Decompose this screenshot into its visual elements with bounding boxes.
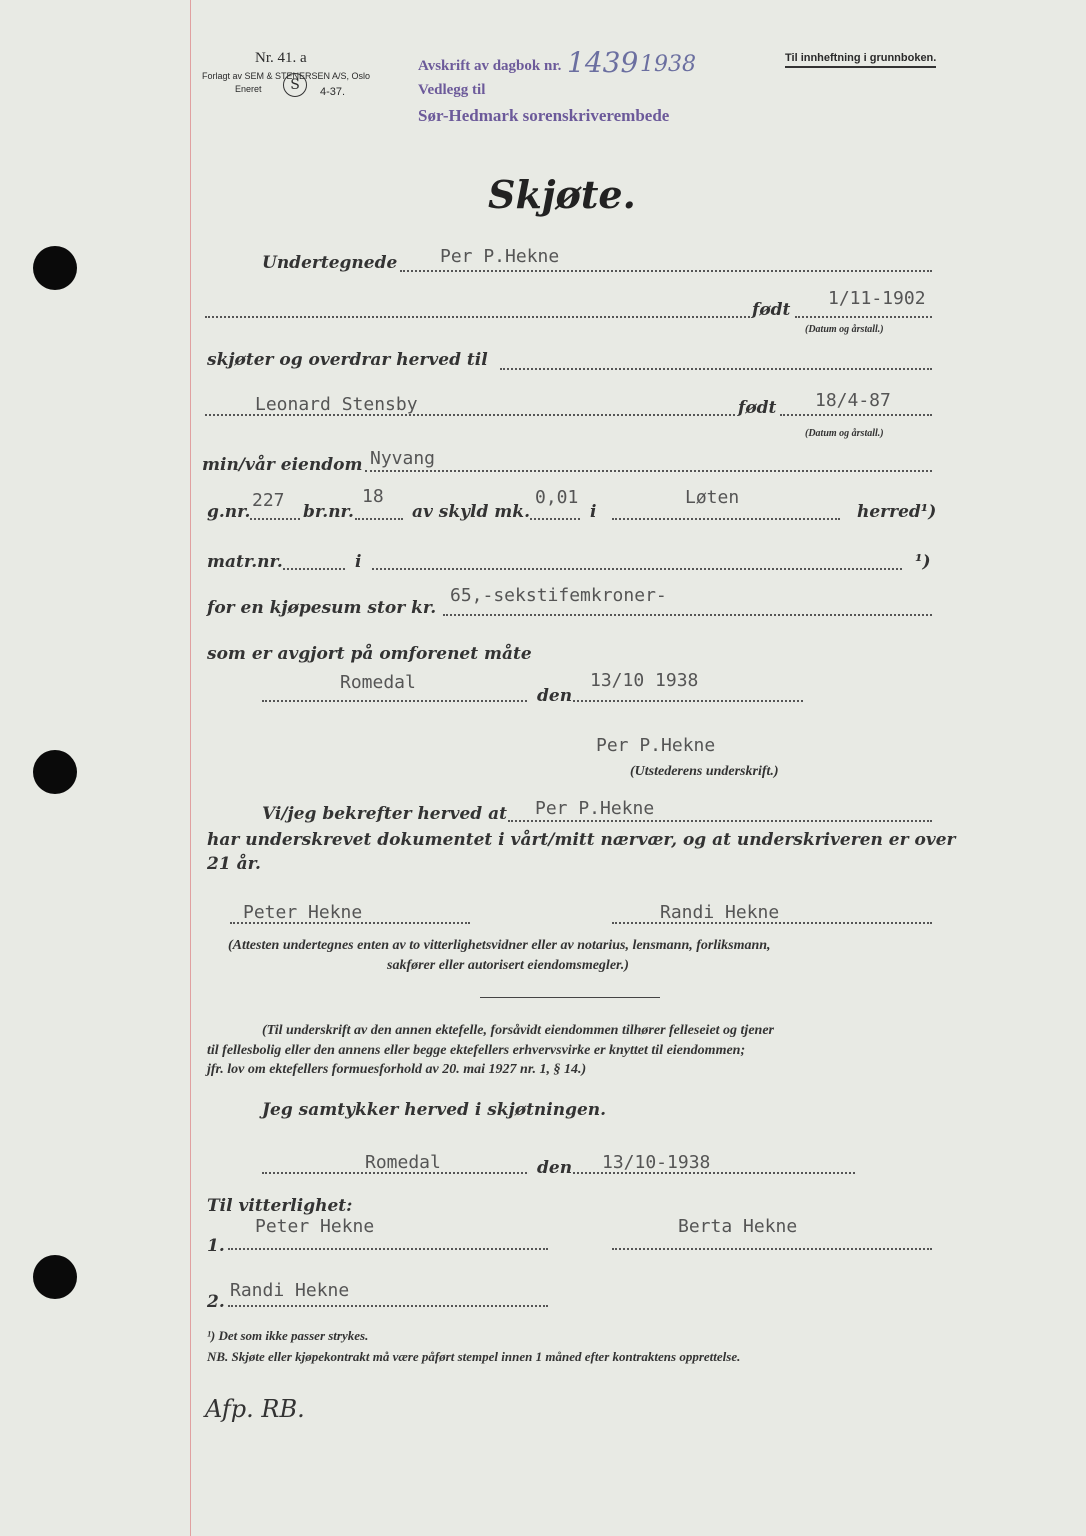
confirmed-name: Per P.Hekne xyxy=(535,798,655,819)
spouse-note: jfr. lov om ektefellers formuesforhold av 20. mai 1927 nr. 1, § 14.) xyxy=(207,1062,587,1077)
label-matr: matr.nr. xyxy=(207,552,283,572)
buyer-birthdate: 18/4-87 xyxy=(815,390,891,411)
seller-birthdate: 1/11-1902 xyxy=(828,288,926,309)
attest-note: (Attesten undertegnes enten av to vitterlighetsvidner eller av notarius, lensmann, forliksmann, xyxy=(228,938,771,953)
witness-number: 1. xyxy=(207,1236,225,1256)
label-fodt: født xyxy=(752,300,791,320)
publisher-logo-icon: S xyxy=(283,73,307,97)
punch-hole xyxy=(33,1255,77,1299)
dotted-line xyxy=(262,700,527,702)
dotted-line xyxy=(250,518,300,520)
dotted-line xyxy=(508,820,932,822)
place-2: Romedal xyxy=(365,1152,441,1173)
dotted-line xyxy=(365,470,932,472)
kjopesum-value: 65,-sekstifemkroner- xyxy=(450,585,667,606)
dotted-line xyxy=(372,568,902,570)
property-name: Nyvang xyxy=(370,448,436,469)
dotted-line xyxy=(228,1305,548,1307)
stamp-line2: Vedlegg til xyxy=(418,82,486,98)
label-skyld: av skyld mk. xyxy=(412,502,530,522)
attest-note: sakfører eller autorisert eiendomsmegler.) xyxy=(387,958,629,973)
witness-2-signature: Randi Hekne xyxy=(660,902,780,923)
issuer-signature: Per P.Hekne xyxy=(596,735,716,756)
datum-caption: (Datum og årstall.) xyxy=(805,324,884,335)
footnote: NB. Skjøte eller kjøpekontrakt må være påført stempel innen 1 måned efter kontraktens opprettelse. xyxy=(207,1349,741,1364)
dotted-line xyxy=(612,1248,932,1250)
label-den: den xyxy=(537,686,573,706)
datum-caption: (Datum og årstall.) xyxy=(805,428,884,439)
label-eiendom: min/vår eiendom xyxy=(202,455,363,475)
herred-value: Løten xyxy=(685,487,740,508)
grunnbok-note: Til innheftning i grunnboken. xyxy=(785,52,936,68)
dotted-line xyxy=(612,518,840,520)
dotted-line xyxy=(355,518,403,520)
dotted-line xyxy=(530,518,580,520)
label-overdrar: skjøter og overdrar herved til xyxy=(207,350,488,370)
dotted-line xyxy=(780,414,932,416)
consent-text: Jeg samtykker herved i skjøtningen. xyxy=(262,1100,607,1120)
label-kjopesum: for en kjøpesum stor kr. xyxy=(207,598,437,618)
label-avgjort: som er avgjort på omforenet måte xyxy=(207,644,532,664)
label-i: i xyxy=(355,552,362,572)
final-witness-1: Peter Hekne xyxy=(255,1216,375,1237)
label-herred: herred¹) xyxy=(857,502,937,522)
label-brnr: br.nr. xyxy=(303,502,354,522)
witness-1-signature: Peter Hekne xyxy=(243,902,363,923)
gnr-value: 227 xyxy=(252,490,285,511)
witness-number: 2. xyxy=(207,1292,225,1312)
label-undertegnede: Undertegnede xyxy=(262,253,398,273)
eneret: Eneret xyxy=(235,84,262,94)
dotted-line xyxy=(795,316,932,318)
form-number: Nr. 41. a xyxy=(255,50,307,66)
date-2: 13/10-1938 xyxy=(602,1152,711,1173)
signature-caption: (Utstederens underskrift.) xyxy=(630,764,779,779)
final-witness-2: Randi Hekne xyxy=(230,1280,350,1301)
footnote: ¹) Det som ikke passer strykes. xyxy=(207,1328,369,1343)
label-fodt: født xyxy=(738,398,777,418)
spouse-signature: Berta Hekne xyxy=(678,1216,798,1237)
punch-hole xyxy=(33,246,77,290)
label-i: i xyxy=(590,502,597,522)
stamp-office: Sør-Hedmark sorenskriverembede xyxy=(418,106,670,125)
handwritten-initials: Afp. RB. xyxy=(205,1395,305,1423)
dotted-line xyxy=(205,316,750,318)
seller-name: Per P.Hekne xyxy=(440,246,560,267)
label-vitterlighet: Til vitterlighet: xyxy=(207,1196,353,1216)
confirm-text: 21 år. xyxy=(207,854,261,874)
dotted-line xyxy=(228,1248,548,1250)
stamp-line1: Avskrift av dagbok nr. xyxy=(418,58,562,74)
label-gnr: g.nr. xyxy=(207,502,251,522)
document-title: Skjøte. xyxy=(488,172,636,217)
label-bekrefter: Vi/jeg bekrefter herved at xyxy=(262,804,507,824)
dotted-line xyxy=(500,368,932,370)
spouse-note: (Til underskrift av den annen ektefelle, forsåvidt eiendommen tilhører felleseiet og tjener xyxy=(262,1023,774,1038)
spouse-note: til fellesbolig eller den annens eller begge ektefellers erhvervsvirke er knyttet til eiendommen; xyxy=(207,1043,746,1058)
punch-hole xyxy=(33,750,77,794)
footnote-ref: ¹) xyxy=(915,552,931,572)
dotted-line xyxy=(443,614,932,616)
dotted-line xyxy=(573,700,803,702)
place-1: Romedal xyxy=(340,672,416,693)
brnr-value: 18 xyxy=(362,486,384,507)
edition: 4-37. xyxy=(320,86,346,98)
confirm-text: har underskrevet dokumentet i vårt/mitt nærvær, og at underskriveren er over xyxy=(207,830,956,850)
skyld-value: 0,01 xyxy=(535,487,579,508)
margin-line xyxy=(190,0,191,1536)
publisher: Forlagt av SEM & STENERSEN A/S, Oslo xyxy=(202,71,371,81)
dagbok-year: 1938 xyxy=(640,52,696,77)
dotted-line xyxy=(400,270,932,272)
divider xyxy=(480,997,660,998)
dotted-line xyxy=(283,568,345,570)
dagbok-number: 1439 xyxy=(567,46,639,79)
buyer-name: Leonard Stensby xyxy=(255,394,418,415)
date-1: 13/10 1938 xyxy=(590,670,699,691)
label-den: den xyxy=(537,1158,573,1178)
